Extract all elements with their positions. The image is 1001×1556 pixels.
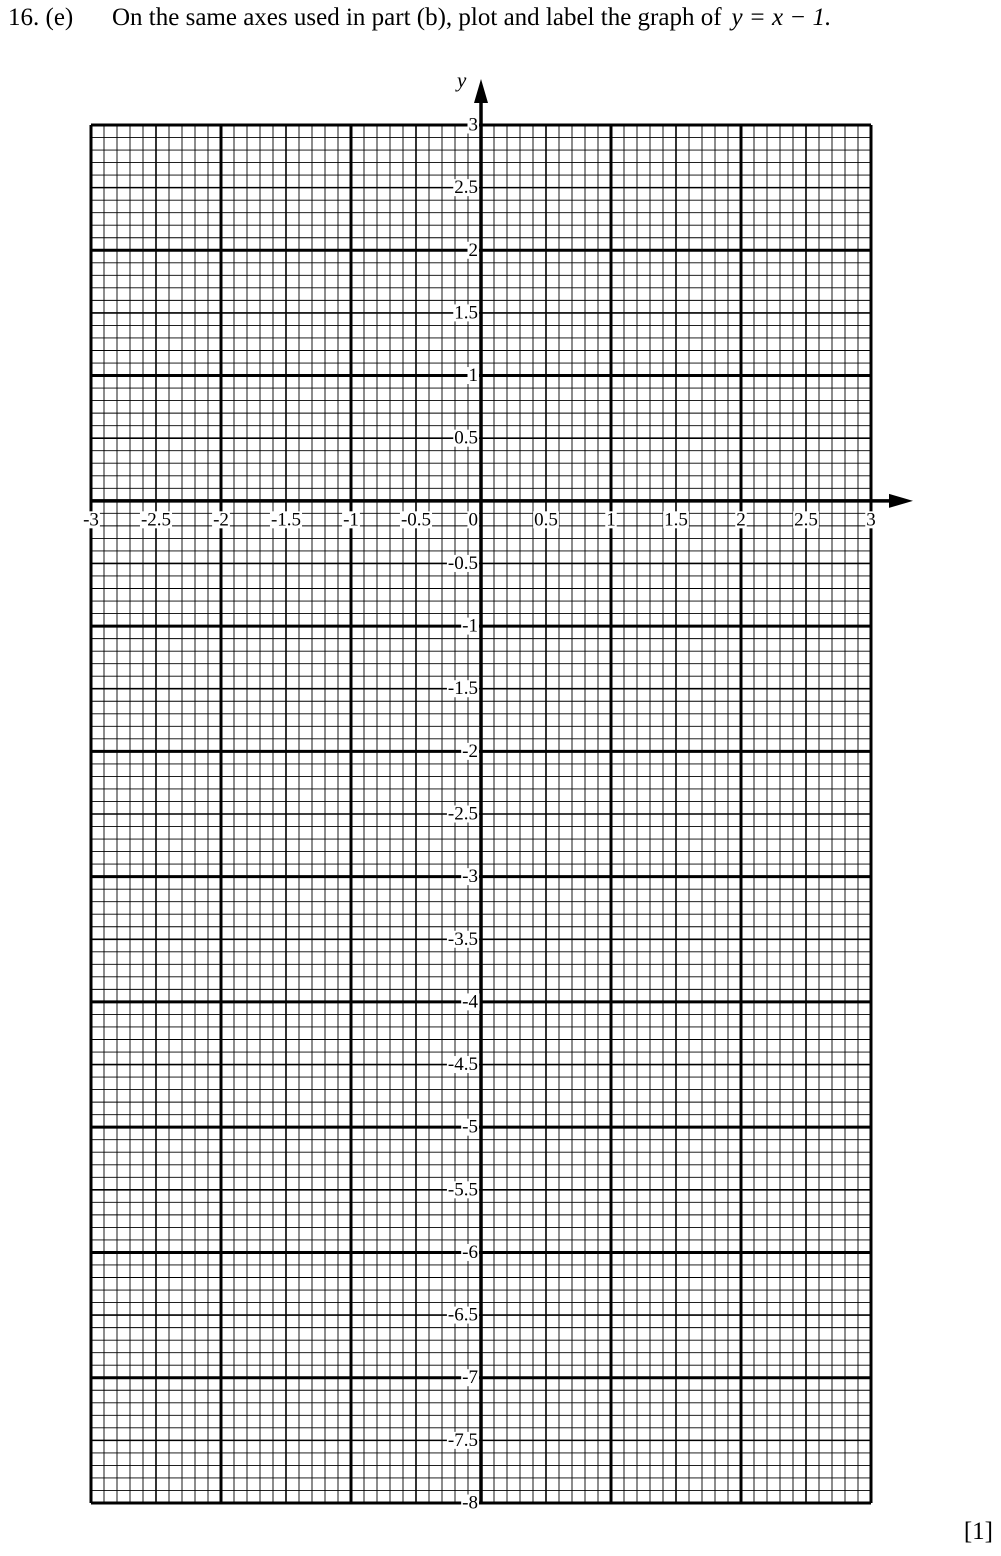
y-tick-label: -3: [462, 866, 478, 888]
x-tick-label: 1.5: [664, 509, 688, 531]
y-axis-label: y: [457, 68, 467, 92]
y-tick-label: -1: [462, 615, 478, 637]
x-tick-label: -2.5: [140, 509, 172, 531]
y-tick-label: -6.5: [447, 1304, 478, 1326]
y-tick-label: -4: [462, 991, 478, 1013]
x-tick-label: -0.5: [400, 509, 432, 531]
x-tick-label: -2: [213, 509, 229, 531]
question-number: 16. (e): [8, 4, 74, 31]
marks-label: [1]: [963, 1518, 993, 1545]
y-tick-label: -4.5: [447, 1054, 478, 1076]
x-tick-label: 2.5: [794, 509, 818, 531]
y-tick-label: -0.5: [447, 552, 478, 574]
question-prompt: On the same axes used in part (b), plot and label the graph of: [112, 4, 722, 31]
x-axis-arrow: [889, 494, 913, 508]
x-tick-label: 3: [866, 509, 876, 531]
y-tick-labels: [447, 115, 480, 1514]
y-tick-label: -6: [462, 1241, 478, 1263]
y-axis-arrow: [474, 79, 488, 103]
x-tick-label: 1: [606, 509, 616, 531]
y-tick-label: -2.5: [447, 803, 478, 825]
x-tick-label: -1.5: [270, 509, 302, 531]
y-tick-label: 3: [468, 114, 478, 136]
y-tick-label: -7: [462, 1367, 478, 1389]
y-tick-label: 2.5: [454, 177, 478, 199]
x-tick-label: -1: [343, 509, 359, 531]
y-tick-label: -7.5: [447, 1429, 478, 1451]
x-tick-label: -3: [83, 509, 99, 531]
axes: [91, 79, 913, 1503]
y-tick-label: 2: [468, 239, 478, 261]
x-tick-label: 2: [736, 509, 746, 531]
x-tick-label: 0.5: [534, 509, 558, 531]
y-tick-label: -1.5: [447, 678, 478, 700]
y-tick-label: 1.5: [454, 302, 478, 324]
question-equation: y = x − 1.: [731, 4, 832, 31]
y-tick-label: -5: [462, 1116, 478, 1138]
y-tick-label: 0.5: [454, 427, 478, 449]
y-tick-label: -5.5: [447, 1179, 478, 1201]
y-tick-label: -3.5: [447, 928, 478, 950]
y-tick-label: 1: [468, 365, 478, 387]
y-tick-label: -2: [462, 740, 478, 762]
y-tick-label: -8: [462, 1492, 478, 1514]
x-tick-label: 0: [468, 509, 478, 531]
